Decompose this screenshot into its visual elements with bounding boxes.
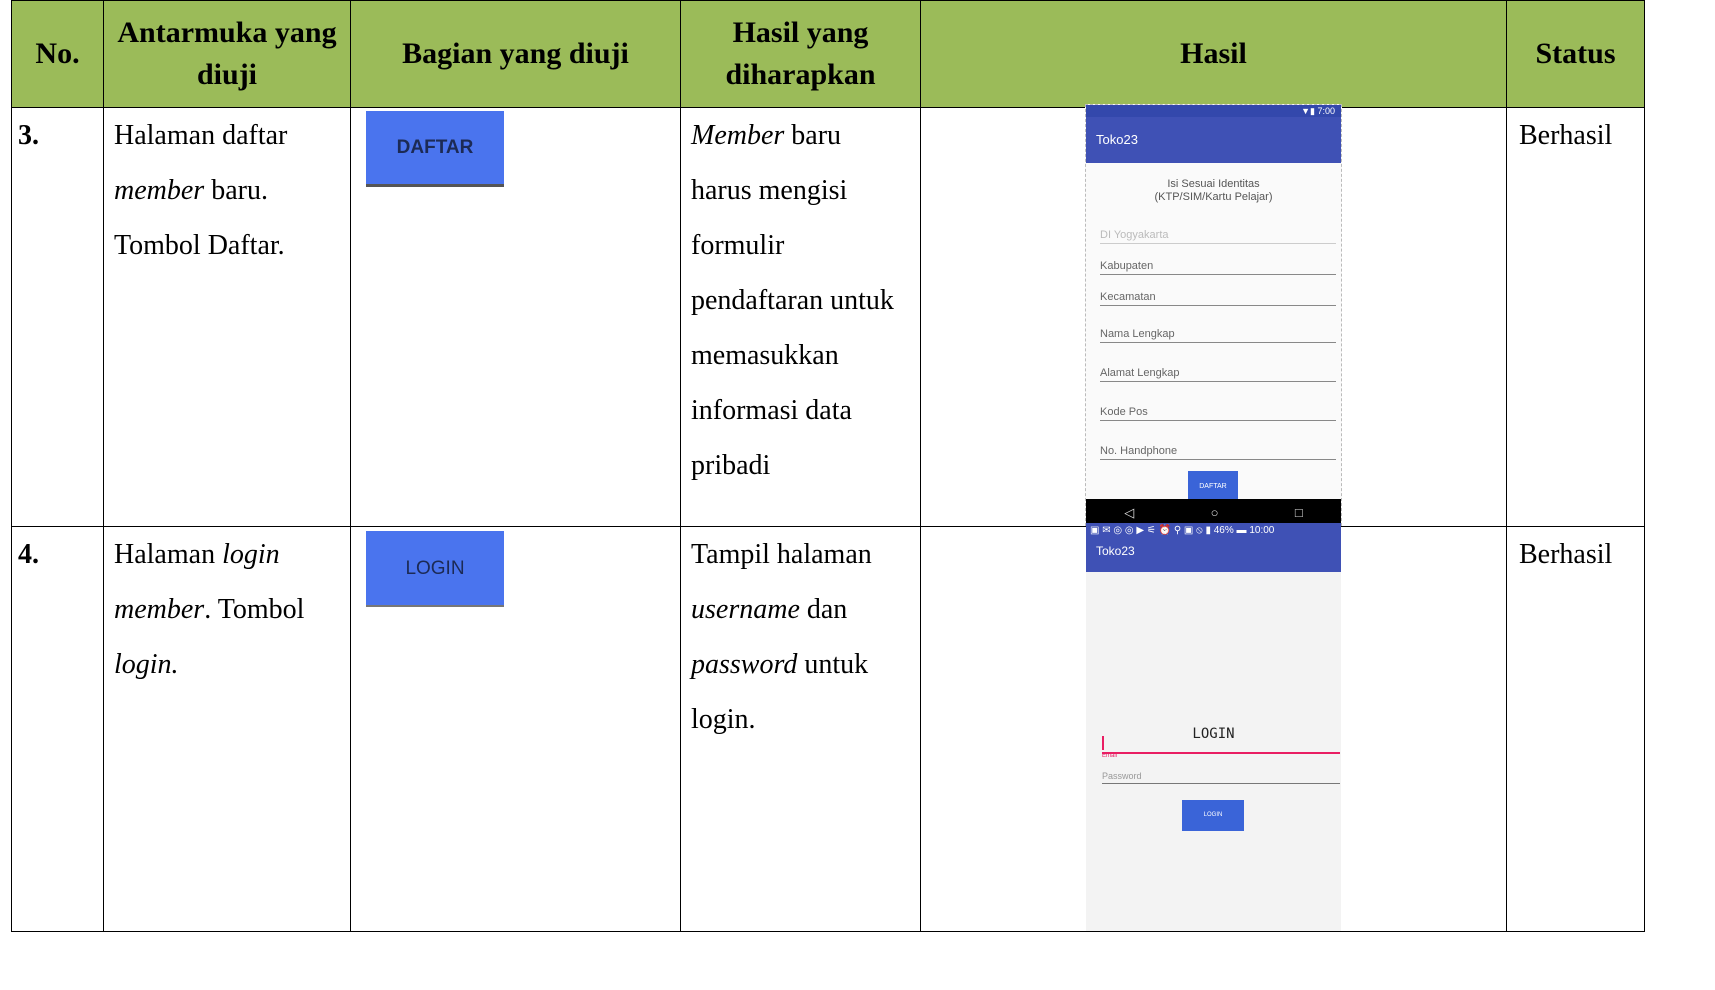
login-button-capture: LOGIN <box>366 531 504 607</box>
text-line <box>114 582 340 637</box>
table-row <box>12 108 1645 527</box>
text-line <box>114 527 340 582</box>
text-line: pendaftaran untuk <box>691 285 894 316</box>
text-span: . Tombol <box>204 594 305 625</box>
kabupaten-field: Kabupaten <box>1100 259 1336 275</box>
text-line: informasi data <box>691 395 852 426</box>
handphone-field: No. Handphone <box>1100 444 1336 460</box>
header-no: No. <box>12 1 104 108</box>
status-time: 7:00 <box>1317 106 1335 116</box>
italic-term: username <box>691 594 800 625</box>
text-line: Halaman daftar <box>114 120 288 151</box>
header-harapan: Hasil yang diharapkan <box>681 1 921 108</box>
antarmuka-cell <box>104 108 351 527</box>
text-line: harus mengisi <box>691 175 848 206</box>
battery-icon: ▬ <box>1236 525 1247 536</box>
province-field: DI Yogyakarta <box>1100 228 1336 244</box>
test-results-table <box>11 0 1645 932</box>
nav-bar <box>1086 499 1341 525</box>
header-row <box>12 1 1645 108</box>
text-span: Halaman <box>114 539 223 570</box>
login-button: LOGIN <box>1182 800 1244 831</box>
status-cell: Berhasil <box>1507 527 1645 932</box>
row-number: 4. <box>12 527 104 932</box>
battery-level: 46% <box>1213 525 1234 536</box>
bagian-cell <box>351 527 681 932</box>
app-toolbar: Toko23 <box>1086 538 1341 572</box>
recent-apps-icon: □ <box>1294 504 1303 520</box>
form-header-line: (KTP/SIM/Kartu Pelajar) <box>1154 191 1273 203</box>
text-line <box>114 163 340 218</box>
email-field <box>1102 736 1340 754</box>
status-icons: ▼▮ <box>1301 106 1315 116</box>
text-line: pribadi <box>691 450 771 481</box>
text-line: formulir <box>691 230 785 261</box>
status-bar <box>1086 105 1341 117</box>
back-icon: ◁ <box>1124 504 1135 520</box>
harapan-cell <box>681 527 921 932</box>
status-time: 10:00 <box>1249 525 1275 536</box>
bagian-cell <box>351 108 681 527</box>
home-icon: ○ <box>1210 504 1219 520</box>
text-line: login. <box>691 704 756 735</box>
italic-term: password <box>691 649 798 680</box>
header-bagian: Bagian yang diuji <box>351 1 681 108</box>
text-line: Tombol Daftar. <box>114 230 285 261</box>
header-antarmuka: Antarmuka yang diuji <box>104 1 351 108</box>
daftar-button-capture: DAFTAR <box>366 111 504 187</box>
italic-term: login <box>222 539 280 570</box>
form-header-line: Isi Sesuai Identitas <box>1167 178 1260 190</box>
status-icons: ▣ ✉ ◎ ◎ ▶ ⚟ ⏰ ⚲ ▣ ⦸ ▮ <box>1090 525 1214 536</box>
text-line <box>691 108 910 163</box>
header-hasil: Hasil <box>921 1 1507 108</box>
login-screenshot <box>1086 523 1341 931</box>
form-header <box>1086 178 1341 204</box>
italic-term: member <box>114 594 205 625</box>
text-line <box>691 637 910 692</box>
daftar-button: DAFTAR <box>1188 471 1238 501</box>
italic-term: Member <box>691 120 785 151</box>
text-span: baru. <box>204 175 268 206</box>
header-status: Status <box>1507 1 1645 108</box>
text-span: baru <box>784 120 842 151</box>
text-span: dan <box>799 594 848 625</box>
hasil-cell <box>921 108 1507 527</box>
table-row <box>12 527 1645 932</box>
hasil-cell <box>921 527 1507 932</box>
kecamatan-field: Kecamatan <box>1100 290 1336 306</box>
harapan-cell <box>681 108 921 527</box>
antarmuka-cell <box>104 527 351 932</box>
alamat-field: Alamat Lengkap <box>1100 366 1336 382</box>
text-caret <box>1102 736 1104 750</box>
text-line: login. <box>114 649 179 680</box>
password-field: Password <box>1102 770 1340 784</box>
italic-term: member <box>114 175 205 206</box>
text-line <box>691 582 910 637</box>
text-line: Tampil halaman <box>691 539 872 570</box>
status-cell: Berhasil <box>1507 108 1645 527</box>
login-title: LOGIN <box>1192 726 1235 742</box>
text-span: untuk <box>797 649 869 680</box>
nama-field: Nama Lengkap <box>1100 327 1336 343</box>
status-bar <box>1086 523 1341 538</box>
text-line: memasukkan <box>691 340 839 371</box>
row-number: 3. <box>12 108 104 527</box>
kodepos-field: Kode Pos <box>1100 405 1336 421</box>
register-screenshot <box>1085 104 1342 526</box>
app-toolbar: Toko23 <box>1086 117 1341 163</box>
email-label: Email <box>1102 753 1118 759</box>
